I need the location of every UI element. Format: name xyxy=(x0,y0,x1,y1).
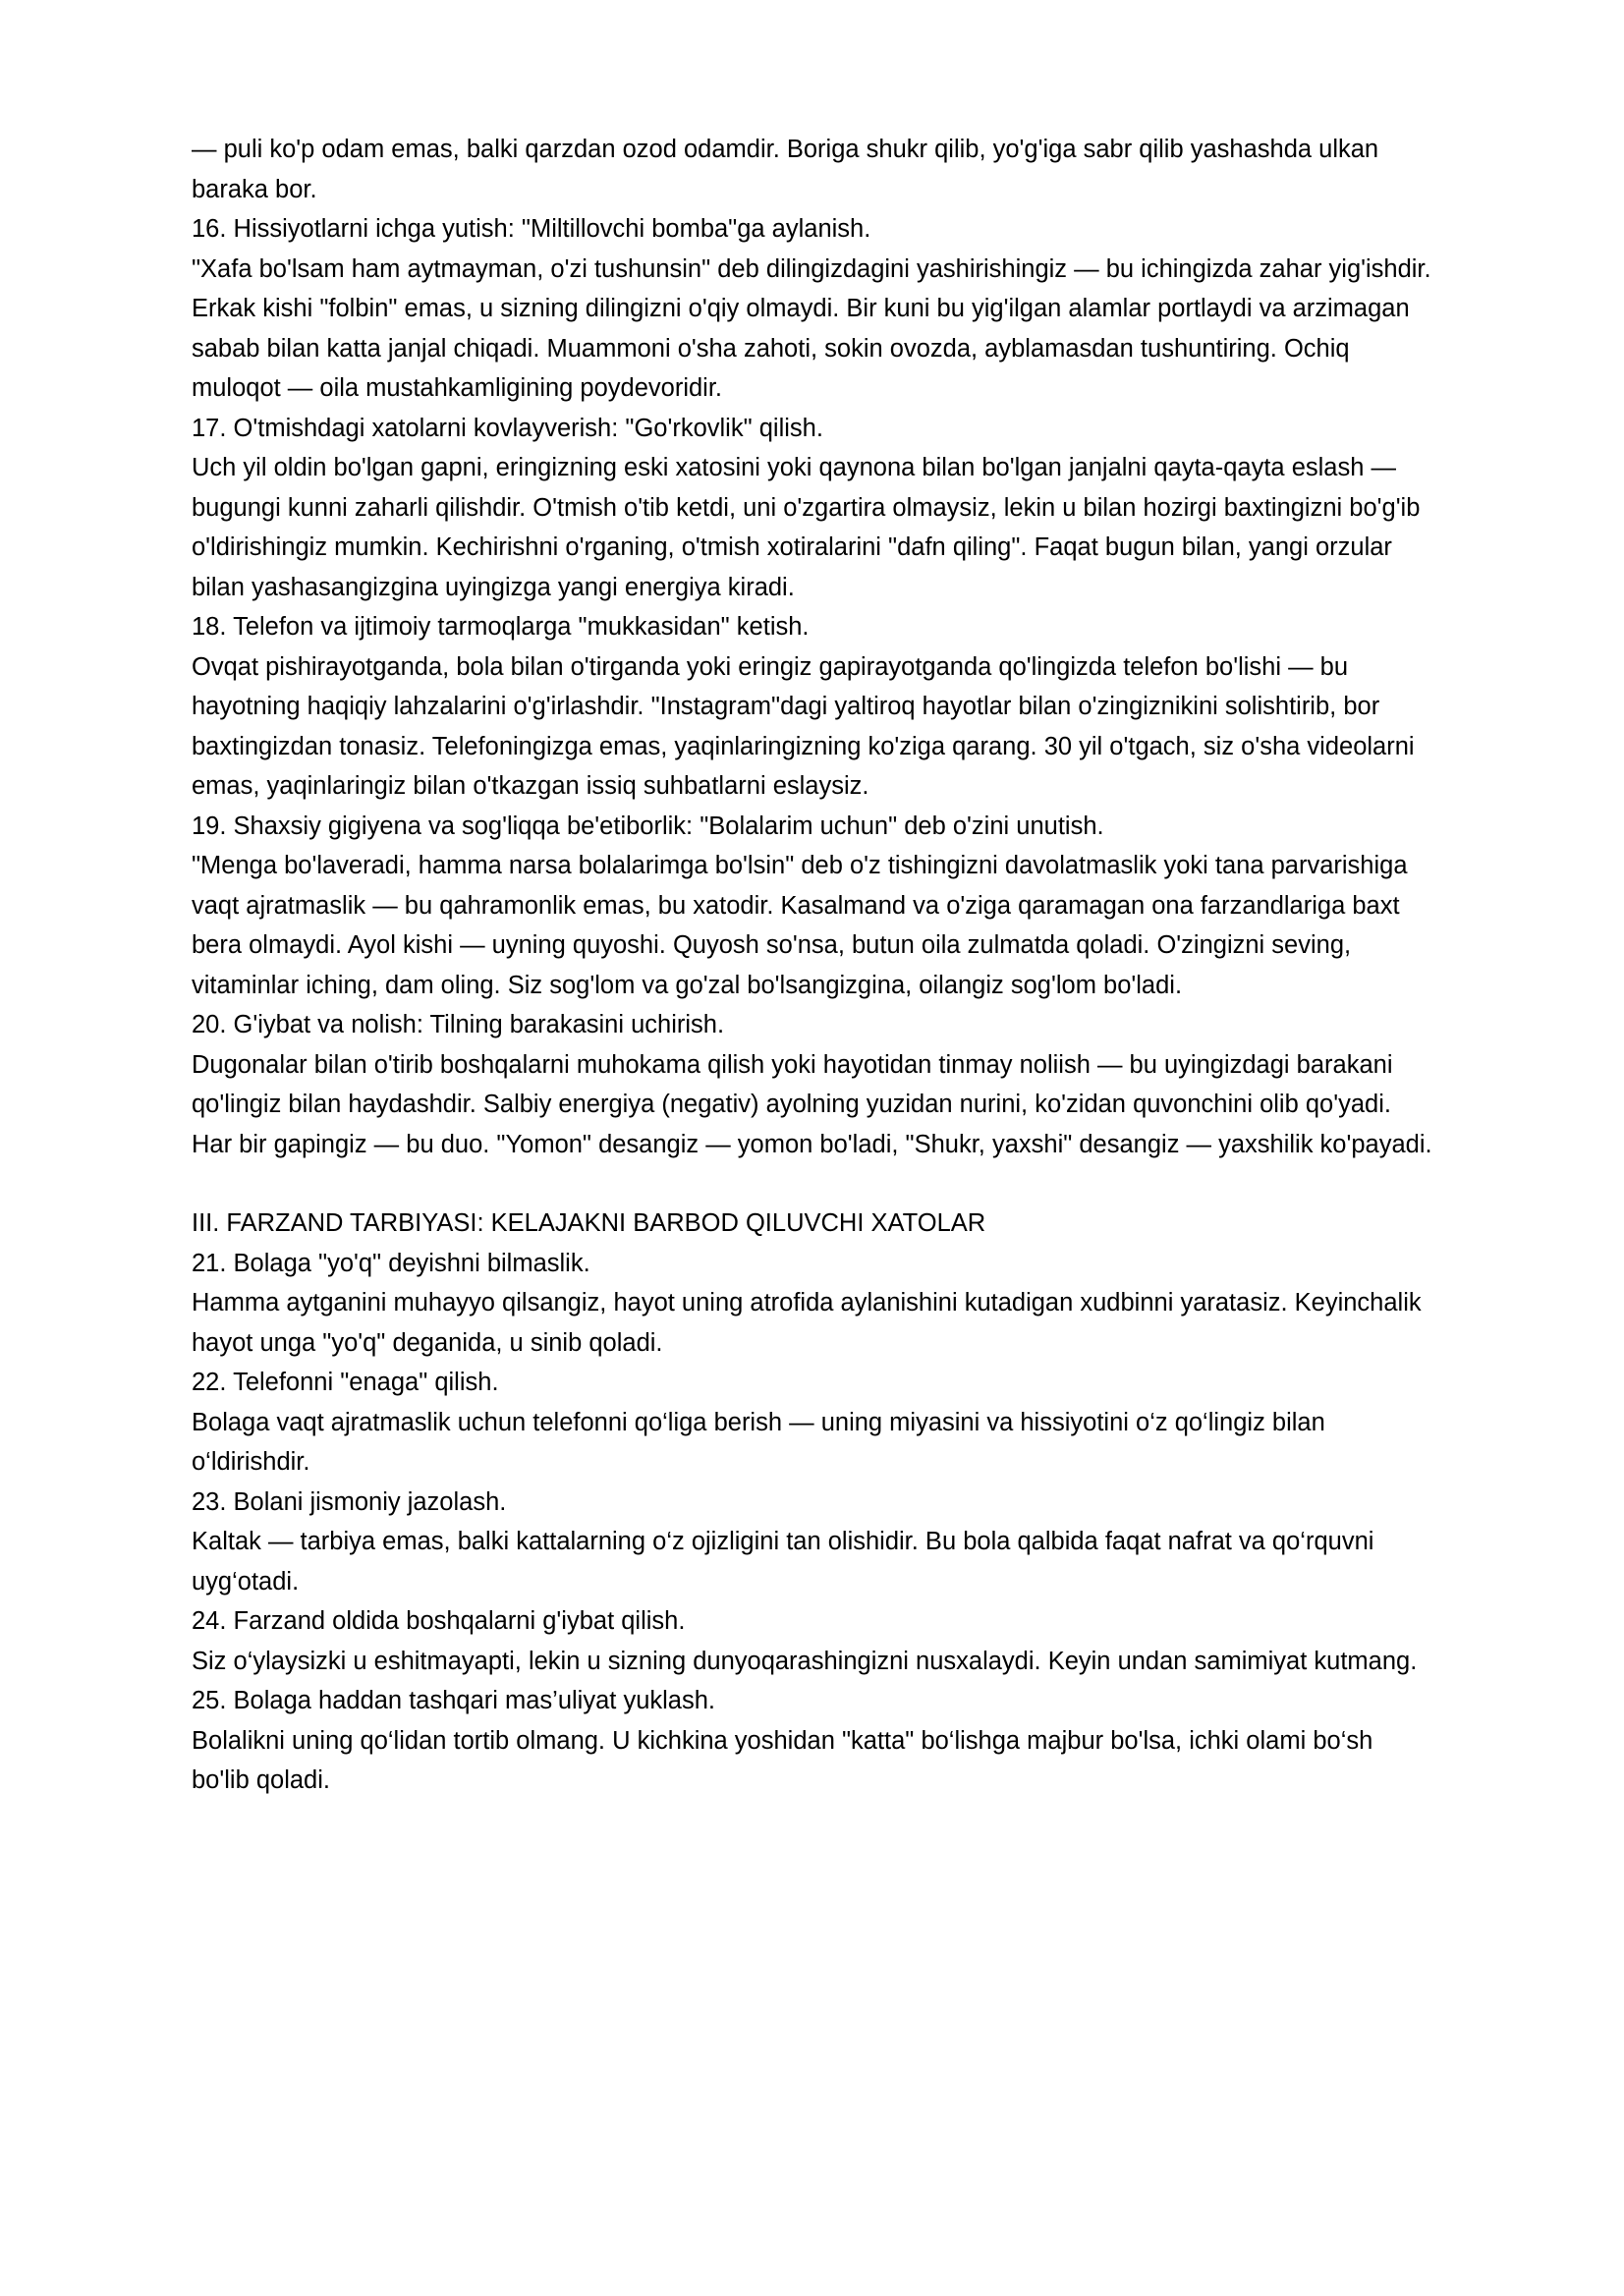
paragraph: 25. Bolaga haddan tashqari mas’uliyat yuklash. xyxy=(192,1687,715,1714)
paragraph: 24. Farzand oldida boshqalarni g'iybat qilish. xyxy=(192,1607,686,1635)
paragraph: 16. Hissiyotlarni ichga yutish: "Miltillovchi bomba"ga aylanish. xyxy=(192,215,871,243)
document-body xyxy=(192,130,1432,1801)
paragraph: 18. Telefon va ijtimoiy tarmoqlarga "mukkasidan" ketish. xyxy=(192,613,810,641)
paragraph: Bolaga vaqt ajratmaslik uchun telefonni qo‘liga berish — uning miyasini va hissiyotini o‘z qo‘lingiz bilan o‘ldirishdir. xyxy=(192,1408,1325,1476)
paragraph: Dugonalar bilan o'tirib boshqalarni muhokama qilish yoki hayotidan tinmay noliish — bu uyingizdagi barakani qo'lingiz bilan haydashdir. Salbiy energiya (negativ) ayolning yuzidan nurini, ko'zidan quvonchini olib qo'yadi. Har bir gapingiz — bu duo. "Yomon" desangiz — yomon bo'ladi, "Shukr, yaxshi" desangiz — yaxshilik ko'payadi. xyxy=(192,1050,1432,1158)
paragraph: Bolalikni uning qo‘lidan tortib olmang. U kichkina yoshidan "katta" bo‘lishga majbur bo'lsa, ichki olami bo‘sh bo'lib qoladi. xyxy=(192,1726,1373,1794)
paragraph-spacer xyxy=(192,1164,1432,1204)
paragraph: Hamma aytganini muhayyo qilsangiz, hayot uning atrofida aylanishini kutadigan xudbinni yaratasiz. Keyinchalik hayot unga "yo'q" deganida, u sinib qoladi. xyxy=(192,1289,1422,1357)
paragraph: Ovqat pishirayotganda, bola bilan o'tirganda yoki eringiz gapirayotganda qo'lingizda telefon bo'lishi — bu hayotning haqiqiy lahzalarini o'g'irlashdir. "Instagram"dagi yaltiroq hayotlar bilan o'zingiznikini solishtirib, bor baxtingizdan tonasiz. Telefoningizga emas, yaqinlaringizning ko'ziga qarang. 30 yil o'tgach, siz o'sha videolarni emas, yaqinlaringiz bilan o'tkazgan issiq suhbatlarni eslaysiz. xyxy=(192,652,1415,800)
paragraph: 23. Bolani jismoniy jazolash. xyxy=(192,1487,507,1516)
section-heading: III. FARZAND TARBIYASI: KELAJAKNI BARBOD QILUVCHI XATOLAR xyxy=(192,1209,986,1237)
paragraph: 17. O'tmishdagi xatolarni kovlayverish: "Go'rkovlik" qilish. xyxy=(192,414,823,442)
paragraph: Kaltak — tarbiya emas, balki kattalarning o‘z ojizligini tan olishidir. Bu bola qalbida faqat nafrat va qo‘rquvni uyg‘otadi. xyxy=(192,1528,1374,1596)
paragraph: "Menga bo'laveradi, hamma narsa bolalarimga bo'lsin" deb o'z tishingizni davolatmaslik yoki tana parvarishiga vaqt ajratmaslik — bu qahramonlik emas, bu xatodir. Kasalmand va o'ziga qaramagan ona farzandlariga baxt bera olmaydi. Ayol kishi — uyning quyoshi. Quyosh so'nsa, butun oila zulmatda qoladi. O'zingizni seving, vitaminlar iching, dam oling. Siz sog'lom va go'zal bo'lsangizgina, oilangiz sog'lom bo'ladi. xyxy=(192,852,1408,999)
paragraph: Uch yil oldin bo'lgan gapni, eringizning eski xatosini yoki qaynona bilan bo'lgan janjalni qayta-qayta eslash — bugungi kunni zaharli qilishdir. O'tmish o'tib ketdi, uni o'zgartira olmaysiz, lekin u bilan hozirgi baxtingizni bo'g'ib o'ldirishingiz mumkin. Kechirishni o'rganing, o'tmish xotiralarini "dafn qiling". Faqat bugun bilan, yangi orzular bilan yashasangizgina uyingizga yangi energiya kiradi. xyxy=(192,454,1421,601)
paragraph: 21. Bolaga "yo'q" deyishni bilmaslik. xyxy=(192,1249,590,1277)
paragraph: Siz o‘ylaysizki u eshitmayapti, lekin u sizning dunyoqarashingizni nusxalaydi. Keyin undan samimiyat kutmang. xyxy=(192,1647,1418,1675)
paragraph: 22. Telefonni "enaga" qilish. xyxy=(192,1369,499,1396)
paragraph: 20. G'iybat va nolish: Tilning barakasini uchirish. xyxy=(192,1011,725,1038)
paragraph: 19. Shaxsiy gigiyena va sog'liqqa be'etiborlik: "Bolalarim uchun" deb o'zini unutish. xyxy=(192,812,1104,840)
paragraph: — puli ko'p odam emas, balki qarzdan ozod odamdir. Boriga shukr qilib, yo'g'iga sabr qilib yashashda ulkan baraka bor. xyxy=(192,136,1379,203)
paragraph: "Xafa bo'lsam ham aytmayman, o'zi tushunsin" deb dilingizdagini yashirishingiz — bu ichingizda zahar yig'ishdir. Erkak kishi "folbin" emas, u sizning dilingizni o'qiy olmaydi. Bir kuni bu yig'ilgan alamlar portlaydi va arzimagan sabab bilan katta janjal chiqadi. Muammoni o'sha zahoti, sokin ovozda, ayblamasdan tushuntiring. Ochiq muloqot — oila mustahkamligining poydevoridir. xyxy=(192,254,1431,402)
